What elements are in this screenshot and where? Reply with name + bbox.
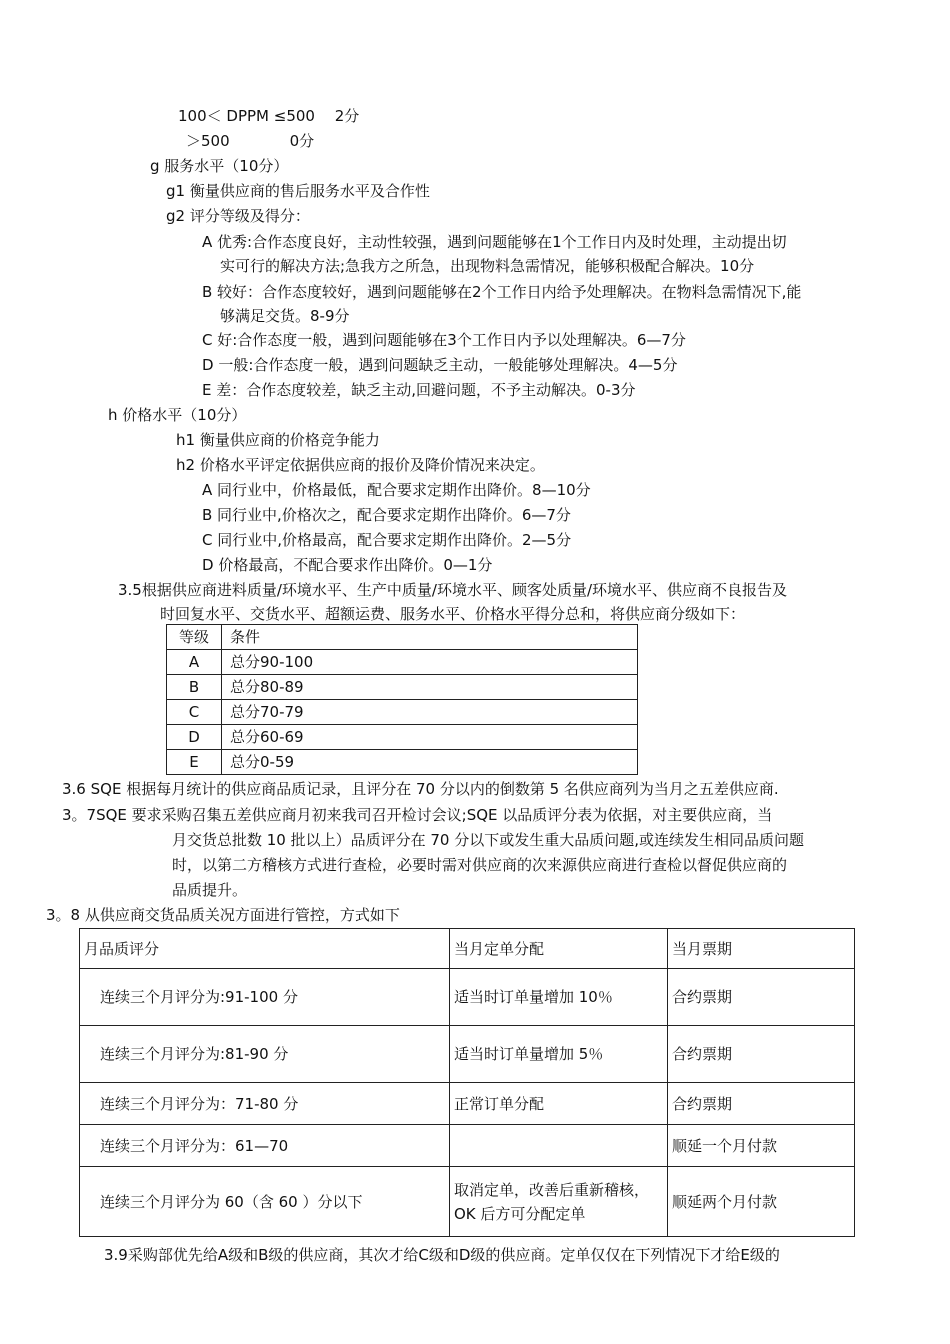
grade-level: E [167, 750, 222, 775]
h-level-c: C 同行业中,价格最高，配合要求定期作出降价。2—5分 [202, 531, 572, 549]
header-monthly-score: 月品质评分 [80, 929, 450, 969]
section-3-9: 3.9采购部优先给A级和B级的供应商，其次才给C级和D级的供应商。定单仅仅在下列情况下才给E级的 [104, 1246, 780, 1264]
g-level-a-line2: 实可行的解决方法;急我方之所急，出现物料急需情况，能够积极配合解决。10分 [220, 257, 755, 275]
grade-condition: 总分90-100 [222, 650, 638, 675]
h1-text: h1 衡量供应商的价格竞争能力 [176, 431, 380, 449]
order-allocation [450, 1125, 668, 1167]
grade-level: B [167, 675, 222, 700]
score-range: 连续三个月评分为:91-100 分 [80, 969, 450, 1026]
score-range: 连续三个月评分为:81-90 分 [80, 1026, 450, 1083]
section-g-title: g 服务水平（10分） [150, 157, 289, 175]
section-3-6: 3.6 SQE 根据每月统计的供应商品质记录，且评分在 70 分以内的倒数第 5 名供应商列为当月之五差供应商. [62, 780, 779, 798]
header-order-allocation: 当月定单分配 [450, 929, 668, 969]
score-range: 连续三个月评分为：61—70 [80, 1125, 450, 1167]
h-level-d: D 价格最高，不配合要求作出降价。0—1分 [202, 556, 493, 574]
payment-term: 顺延一个月付款 [668, 1125, 855, 1167]
table-row [167, 700, 638, 725]
grade-condition: 总分0-59 [222, 750, 638, 775]
table-row [80, 1026, 855, 1083]
section-3-8: 3。8 从供应商交货品质关况方面进行管控，方式如下 [46, 906, 400, 924]
section-3-7-line4: 品质提升。 [172, 881, 248, 899]
table-row [80, 1167, 855, 1237]
section-3-7-line3: 时，以第二方稽核方式进行查检，必要时需对供应商的次来源供应商进行查检以督促供应商的 [172, 856, 788, 874]
quality-management-table [79, 928, 855, 1237]
table-row [167, 750, 638, 775]
g-level-c: C 好:合作态度一般，遇到问题能够在3个工作日内予以处理解决。6—7分 [202, 331, 686, 349]
section-h-title: h 价格水平（10分） [108, 406, 247, 424]
table-row [80, 1125, 855, 1167]
order-allocation: 适当时订单量增加 5％ [450, 1026, 668, 1083]
grade-table-header [167, 625, 638, 650]
grade-condition: 总分70-79 [222, 700, 638, 725]
section-3-7-line2: 月交货总批数 10 批以上）品质评分在 70 分以下或发生重大品质问题,或连续发生相同品质问题 [172, 831, 805, 849]
table-row [167, 650, 638, 675]
table-row [80, 1083, 855, 1125]
grade-condition: 总分60-69 [222, 725, 638, 750]
g-level-a-line1: A 优秀:合作态度良好，主动性较强，遇到问题能够在1个工作日内及时处理，主动提出切 [202, 233, 787, 251]
dppm-score-2: 100＜ DPPM ≤500 2分 [178, 107, 360, 125]
grade-condition: 总分80-89 [222, 675, 638, 700]
mgmt-table-header [80, 929, 855, 969]
grade-table [166, 624, 638, 775]
header-payment-term: 当月票期 [668, 929, 855, 969]
g-level-d: D 一般:合作态度一般，遇到问题缺乏主动，一般能够处理解决。4—5分 [202, 356, 678, 374]
score-range: 连续三个月评分为 60（含 60 ）分以下 [80, 1167, 450, 1237]
g1-text: g1 衡量供应商的售后服务水平及合作性 [166, 182, 430, 200]
order-allocation: 适当时订单量增加 10％ [450, 969, 668, 1026]
table-row [80, 969, 855, 1026]
g2-text: g2 评分等级及得分： [166, 207, 310, 225]
h2-text: h2 价格水平评定依据供应商的报价及降价情况来决定。 [176, 456, 545, 474]
payment-term: 合约票期 [668, 1083, 855, 1125]
payment-term: 顺延两个月付款 [668, 1167, 855, 1237]
h-level-a: A 同行业中，价格最低，配合要求定期作出降价。8—10分 [202, 481, 591, 499]
grade-header-level: 等级 [167, 625, 222, 650]
order-allocation: 正常订单分配 [450, 1083, 668, 1125]
table-row [167, 675, 638, 700]
g-level-b-line1: B 较好：合作态度较好，遇到问题能够在2个工作日内给予处理解决。在物料急需情况下,能 [202, 283, 802, 301]
dppm-score-0: ＞500 0分 [186, 132, 315, 150]
score-range: 连续三个月评分为：71-80 分 [80, 1083, 450, 1125]
section-3-5-line1: 3.5根据供应商进料质量/环境水平、生产中质量/环境水平、顾客处质量/环境水平、供应商不良报告及 [118, 581, 788, 599]
h-level-b: B 同行业中,价格次之，配合要求定期作出降价。6—7分 [202, 506, 571, 524]
grade-header-condition: 条件 [222, 625, 638, 650]
section-3-7-line1: 3。7SQE 要求采购召集五差供应商月初来我司召开检讨会议;SQE 以品质评分表为依据，对主要供应商，当 [62, 806, 773, 824]
payment-term: 合约票期 [668, 969, 855, 1026]
grade-level: D [167, 725, 222, 750]
order-allocation: 取消定单，改善后重新稽核，OK 后方可分配定单 [450, 1167, 668, 1237]
grade-level: C [167, 700, 222, 725]
g-level-b-line2: 够满足交货。8-9分 [220, 307, 350, 325]
grade-level: A [167, 650, 222, 675]
table-row [167, 725, 638, 750]
section-3-5-line2: 时回复水平、交货水平、超额运费、服务水平、价格水平得分总和，将供应商分级如下： [160, 605, 746, 623]
g-level-e: E 差：合作态度较差，缺乏主动,回避问题，不予主动解决。0-3分 [202, 381, 636, 399]
payment-term: 合约票期 [668, 1026, 855, 1083]
